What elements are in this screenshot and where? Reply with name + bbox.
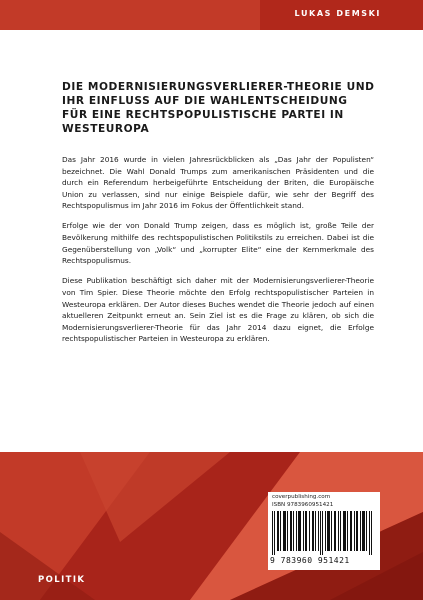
title-line-2: IHR EINFLUSS AUF DIE WAHLENTSCHEIDUNG	[62, 95, 348, 107]
barcode-icon	[272, 511, 376, 555]
book-title	[62, 80, 382, 136]
blurb	[62, 154, 374, 353]
barcode-digits: 9 783960 951421	[270, 556, 350, 565]
title-line-3: FÜR EINE RECHTSPOPULISTISCHE PARTEI IN	[62, 109, 344, 121]
title-line-4: WESTEUROPA	[62, 123, 150, 135]
category-label: POLITIK	[38, 575, 86, 585]
top-band-shade	[0, 0, 260, 30]
barcode-area	[268, 492, 380, 570]
blurb-paragraph-2: Erfolge wie der von Donald Trump zeigen, dass es möglich ist, große Teile der Bevölkerung mithilfe des rechtspopulistischen Politikstils zu erreichen. Dabei ist die Gegenüberstellung von „Volk“ und „korrupter Elite“ eine der Kernmerkmale des Rechtspopulismus.	[62, 221, 374, 266]
blurb-paragraph-3: Diese Publikation beschäftigt sich daher mit der Modernisierungsverlierer-Theorie von Tim Spier. Diese Theorie möchte den Erfolg rechtspopulistischer Parteien in Westeuropa erklären. Der Autor dieses Buches wendet die Theorie jedoch auf einen aktuelleren Zeitpunkt erneut an. Sein Ziel ist es die Frage zu klären, ob sich die Modernisierungsverlierer-Theorie für das Jahr 2014 dazu eignet, die Erfolge rechtspopulistischer Parteien in Westeuropa zu erklären.	[62, 276, 374, 344]
publisher-url: coverpublishing.com	[272, 494, 331, 500]
top-red-band	[0, 0, 423, 30]
title-line-1: DIE MODERNISIERUNGSVERLIERER-THEORIE UND	[62, 81, 375, 93]
author-name: LUKAS DEMSKI	[294, 9, 381, 18]
blurb-paragraph-1: Das Jahr 2016 wurde in vielen Jahresrückblicken als „Das Jahr der Populisten“ bezeichnet. Die Wahl Donald Trumps zum amerikanischen Präsidenten und die durch ein Referendum herbeigeführte Entscheidung der Briten, die Europäische Union zu verlassen, sind nur einige Beispiele dafür, wie sehr der Begriff des Rechtspopulismus im Jahr 2016 im Fokus der Öffentlichkeit stand.	[62, 155, 374, 211]
isbn-text: ISBN 9783960951421	[272, 502, 334, 508]
